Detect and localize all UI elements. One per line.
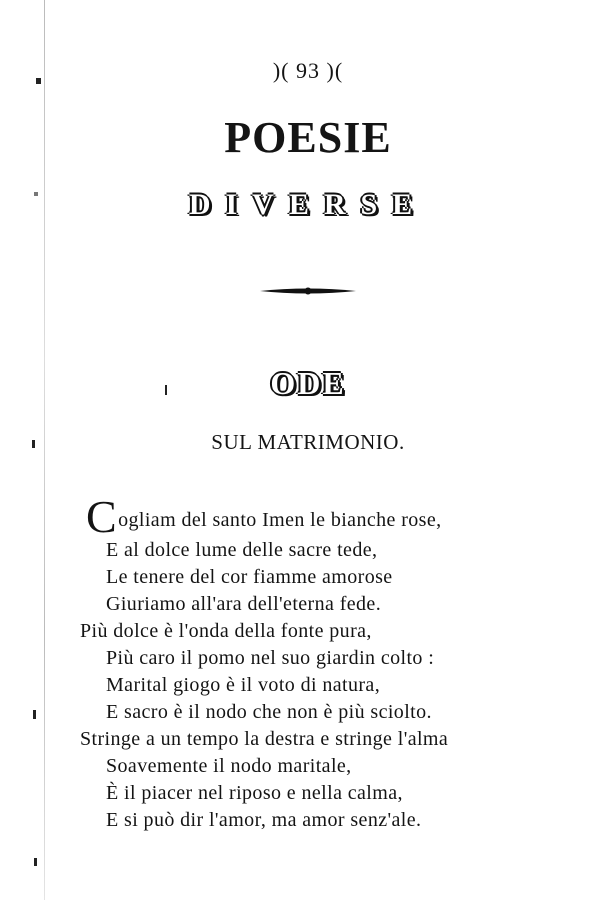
poem-line: E sacro è il nodo che non è più sciolto. [106, 701, 432, 723]
poem-line: E si può dir l'amor, ma amor senz'ale. [106, 809, 422, 831]
poem-line: Marital giogo è il voto di natura, [106, 674, 381, 696]
poem-line: Stringe a un tempo la destra e stringe l'alma [80, 728, 449, 750]
page-title: POESIE [224, 113, 392, 162]
poem-line: E al dolce lume delle sacre tede, [106, 539, 378, 561]
poem-line: È il piacer nel riposo e nella calma, [106, 782, 403, 804]
poem-line: Giuriamo all'ara dell'eterna fede. [106, 593, 382, 615]
poem-line-text: ogliam del santo Imen le bianche rose, [118, 509, 442, 531]
poem-line: Più caro il pomo nel suo giardin colto : [106, 647, 435, 669]
section-heading: ODE [270, 365, 346, 401]
page-subtitle: DIVERSE [188, 188, 428, 221]
decorative-rule-ornament [258, 284, 358, 298]
poem-line: Le tenere del cor fiamme amorose [106, 566, 393, 588]
poem-line: Più dolce è l'onda della fonte pura, [80, 620, 372, 642]
section-subheading: SUL MATRIMONIO. [211, 430, 405, 454]
poem-line [86, 491, 442, 542]
page-number: )( 93 )( [272, 58, 344, 83]
drop-cap: C [86, 491, 118, 542]
poem-line: Soavemente il nodo maritale, [106, 755, 352, 777]
ink-speck [33, 710, 36, 719]
ink-speck [34, 858, 37, 866]
